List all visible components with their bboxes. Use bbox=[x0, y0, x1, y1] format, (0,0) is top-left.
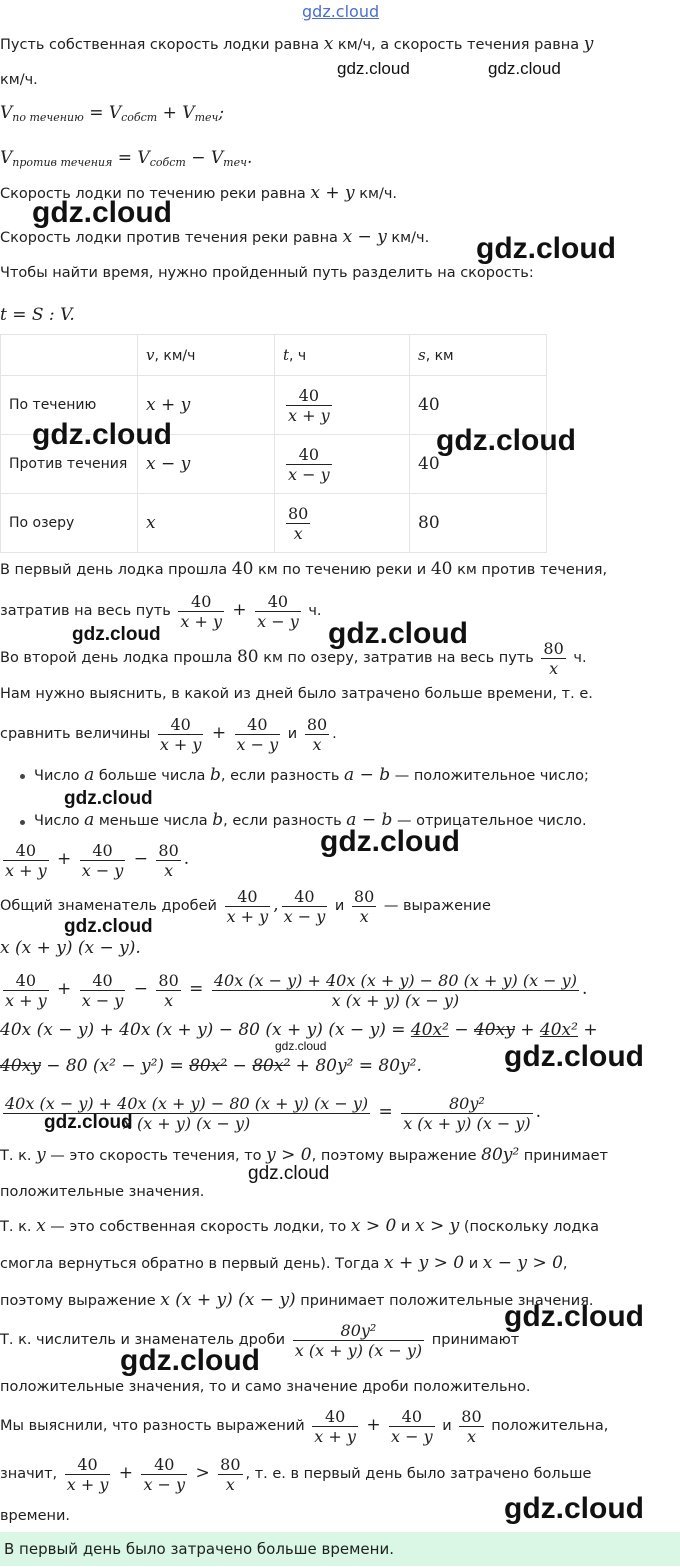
conclusion-line-2: значит, $\frac{40}{x + y}$ + $\frac{40}{x - y}$ > $\frac{80}{x}$ , т. е. в первый день было затрачено больше bbox=[0, 1454, 592, 1494]
table-cell-v: x + y bbox=[138, 376, 275, 435]
table-cell-t: $\frac{40}{x + y}$ bbox=[275, 376, 410, 435]
expansion-line-1: 40x (x − y) + 40x (x + y) − 80 (x + y) (x − y) = 40x² − 40xy + 40x² + bbox=[0, 1020, 598, 1040]
watermark: gdz.cloud bbox=[504, 1492, 644, 1525]
table-cell-t: $\frac{40}{x - y}$ bbox=[275, 435, 410, 494]
table-header-cell: v, км/ч bbox=[138, 335, 275, 376]
watermark: gdz.cloud bbox=[44, 1112, 133, 1133]
result-equation: $\frac{40x (x - y) + 40x (x + y) - 80 (x + y) (x - y)}{x (x + y) (x - y)}$ = $\frac{\text{80y²}}{x (x + y) (x - y)}$ . bbox=[5, 1093, 542, 1133]
day2-line: Во второй день лодка прошла 80 км по озеру, затратив на весь путь $\frac{80}{x}$ ч. bbox=[0, 638, 587, 678]
table-cell-t: $\frac{80}{x}$ bbox=[275, 494, 410, 553]
watermark: gdz.cloud bbox=[64, 916, 153, 937]
table-cell-s: 40 bbox=[410, 435, 547, 494]
formula-downstream: $V_{по течению} = V_{собст} + V_{теч}$; bbox=[0, 103, 225, 124]
watermark: gdz.cloud bbox=[504, 1040, 644, 1073]
formula-upstream: $V_{против течения} = V_{собст} - V_{теч}$. bbox=[0, 148, 253, 169]
because3-line-2: положительные значения, то и само значение дроби положительно. bbox=[0, 1379, 531, 1395]
need-line-2: сравнить величины $\frac{40}{x + y}$ + $\frac{40}{x - y}$ и $\frac{80}{x}$ . bbox=[0, 714, 337, 754]
conclusion-line-3: времени. bbox=[0, 1508, 71, 1524]
need-line-1: Нам нужно выяснить, в какой из дней было затрачено больше времени, т. е. bbox=[0, 686, 593, 702]
watermark: gdz.cloud bbox=[476, 232, 616, 265]
watermark: gdz.cloud bbox=[320, 825, 460, 858]
watermark: gdz.cloud bbox=[248, 1163, 330, 1184]
conclusion-line-1: Мы выяснили, что разность выражений $\frac{40}{x + y}$ + $\frac{40}{x - y}$ и $\frac{80}{x}$ положительна, bbox=[0, 1406, 609, 1446]
intro-line-2: км/ч. bbox=[0, 72, 38, 88]
difference-expression: $\frac{40}{x + y}$ + $\frac{40}{x - y}$ − $\frac{80}{x}$ . bbox=[5, 840, 190, 880]
watermark: gdz.cloud bbox=[488, 59, 561, 78]
watermark: gdz.cloud bbox=[120, 1344, 260, 1377]
day1-line-2: затратив на весь путь $\frac{40}{x + y}$ + $\frac{40}{x - y}$ ч. bbox=[0, 591, 322, 631]
bullet-dot bbox=[20, 774, 25, 779]
speed-downstream: Скорость лодки по течению реки равна x + y км/ч. bbox=[0, 183, 398, 203]
bullet-dot bbox=[20, 820, 25, 825]
because1-line-2: положительные значения. bbox=[0, 1184, 205, 1200]
table-header-cell: s, км bbox=[410, 335, 547, 376]
because2-line-1: Т. к. x — это собственная скорость лодки, то x > 0 и x > y (поскольку лодка bbox=[0, 1216, 600, 1236]
bullet-item: Число a больше числа b, если разность a − b — положительное число; bbox=[34, 765, 589, 785]
speed-upstream: Скорость лодки против течения реки равна x − y км/ч. bbox=[0, 227, 430, 247]
table-header-cell: t, ч bbox=[275, 335, 410, 376]
table-header-row bbox=[1, 335, 547, 376]
table-row bbox=[1, 494, 547, 553]
table-cell-v: x − y bbox=[138, 435, 275, 494]
watermark: gdz.cloud bbox=[32, 418, 172, 451]
table-cell-label: По озеру bbox=[1, 494, 138, 553]
common-denominator-line: Общий знаменатель дробей $\frac{40}{x + y}$ , $\frac{40}{x - y}$ и $\frac{80}{x}$ — выражение bbox=[0, 886, 491, 926]
table-cell-s: 40 bbox=[410, 376, 547, 435]
table-cell-s: 80 bbox=[410, 494, 547, 553]
time-formula: t = S : V. bbox=[0, 305, 75, 325]
table-cell-label: По течению bbox=[1, 376, 138, 435]
table-cell-v: x bbox=[138, 494, 275, 553]
watermark: gdz.cloud bbox=[328, 617, 468, 650]
expansion-line-2: 40xy − 80 (x² − y²) = 80x² − 80x² + 80y² = 80y². bbox=[0, 1056, 422, 1076]
answer-box: В первый день было затрачено больше времени. bbox=[0, 1532, 680, 1566]
day1-line-1: В первый день лодка прошла 40 км по течению реки и 40 км против течения, bbox=[0, 559, 608, 579]
watermark: gdz.cloud bbox=[337, 59, 410, 78]
watermark: gdz.cloud bbox=[64, 788, 153, 809]
header-watermark: gdz.cloud bbox=[302, 2, 380, 21]
because2-line-2: смогла вернуться обратно в первый день). Тогда x + y > 0 и x − y > 0, bbox=[0, 1253, 568, 1273]
common-denominator-expr: x (x + y) (x − y). bbox=[0, 938, 141, 958]
bullet-item: Число a меньше числа b, если разность a − b — отрицательное число. bbox=[34, 810, 587, 830]
big-equation: $\frac{40}{x + y}$ + $\frac{40}{x - y}$ − $\frac{80}{x}$ = $\frac{40x (x - y) + 40x (x + y) - 80 (x + y) (x - y)}{x (x + y) (x - y)}$ . bbox=[5, 970, 588, 1010]
watermark: gdz.cloud bbox=[72, 624, 161, 645]
watermark: gdz.cloud bbox=[504, 1300, 644, 1333]
because2-line-3: поэтому выражение x (x + y) (x − y) принимает положительные значения. bbox=[0, 1290, 594, 1310]
because1-line-1: Т. к. y — это скорость течения, то y > 0, поэтому выражение 80y² принимает bbox=[0, 1145, 608, 1165]
because3-line-1: Т. к. числитель и знаменатель дроби $\frac{\text{80y²}}{x (x + y) (x - y)}$ принимают bbox=[0, 1320, 520, 1360]
watermark: gdz.cloud bbox=[32, 196, 172, 229]
table-header-cell bbox=[1, 335, 138, 376]
intro-line-1: Пусть собственная скорость лодки равна x км/ч, а скорость течения равна y bbox=[0, 34, 594, 54]
watermark: gdz.cloud bbox=[275, 1039, 327, 1053]
table-cell-label: Против течения bbox=[1, 435, 138, 494]
time-rule: Чтобы найти время, нужно пройденный путь разделить на скорость: bbox=[0, 265, 534, 281]
watermark: gdz.cloud bbox=[436, 424, 576, 457]
